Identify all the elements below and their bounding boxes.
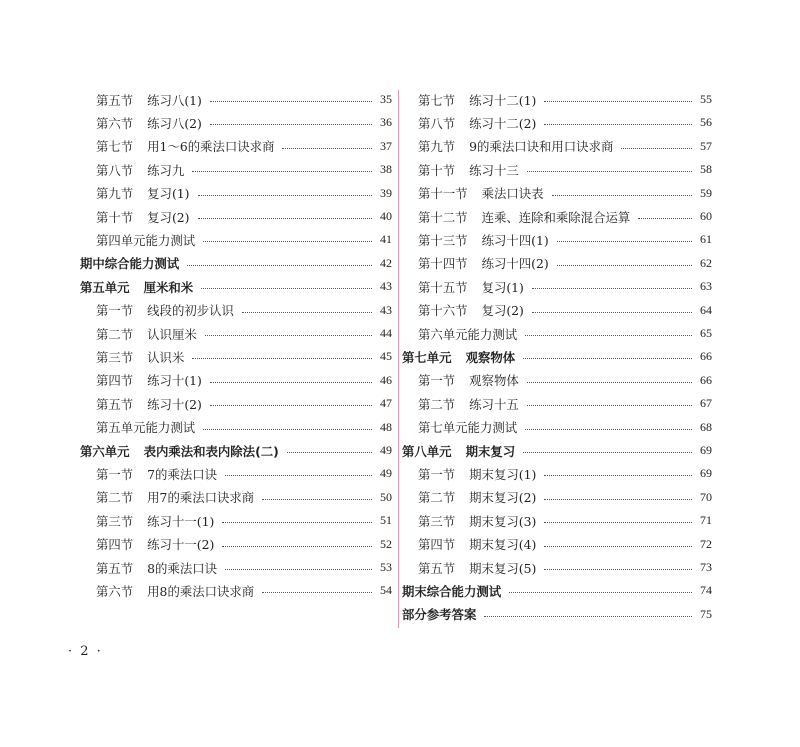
entry-number: 第六节 — [96, 583, 134, 599]
dot-leader — [527, 382, 692, 383]
entry-title: 期末复习(2) — [469, 490, 537, 506]
dot-leader — [242, 312, 372, 313]
entry-title: 第六单元能力测试 — [418, 326, 518, 342]
entry-page-number: 49 — [380, 466, 392, 481]
dot-leader — [192, 358, 372, 359]
dot-leader — [198, 195, 372, 196]
dot-leader — [198, 218, 372, 219]
dot-leader — [523, 452, 692, 453]
entry-number: 第一节 — [418, 373, 456, 389]
entry-page-number: 67 — [700, 396, 712, 411]
entry-number: 第五节 — [96, 92, 134, 108]
entry-title: 用8的乘法口诀求商 — [147, 583, 255, 599]
dot-leader — [527, 405, 692, 406]
entry-title: 练习十五 — [469, 396, 519, 412]
toc-section-entry[interactable] — [80, 509, 392, 532]
entry-number: 第八单元 — [402, 443, 452, 459]
entry-number: 第二节 — [96, 490, 134, 506]
entry-number: 第四节 — [418, 537, 456, 553]
entry-title: 练习八(1) — [147, 92, 202, 108]
toc-section-entry[interactable] — [80, 392, 392, 415]
entry-title: 练习九 — [147, 162, 185, 178]
entry-title: 认识米 — [147, 349, 185, 365]
toc-section-entry[interactable] — [80, 135, 392, 158]
toc-section-entry[interactable] — [80, 299, 392, 322]
entry-title: 乘法口诀表 — [481, 186, 544, 202]
entry-page-number: 42 — [380, 255, 392, 270]
toc-section-entry[interactable] — [80, 158, 392, 181]
entry-number: 第十三节 — [418, 232, 468, 248]
toc-section-entry[interactable] — [402, 275, 712, 298]
entry-number: 第二节 — [96, 326, 134, 342]
toc-section-entry[interactable] — [402, 135, 712, 158]
entry-number: 第一节 — [96, 466, 134, 482]
toc-section-entry[interactable] — [80, 556, 392, 579]
dot-leader — [222, 522, 372, 523]
entry-title: 7的乘法口诀 — [147, 466, 218, 482]
toc-section-entry[interactable] — [402, 228, 712, 251]
toc-section-entry[interactable] — [80, 205, 392, 228]
dot-leader — [210, 382, 372, 383]
entry-number: 第八节 — [418, 115, 456, 131]
entry-page-number: 36 — [380, 115, 392, 130]
toc-section-entry[interactable] — [80, 182, 392, 205]
dot-leader — [621, 148, 692, 149]
entry-page-number: 43 — [380, 279, 392, 294]
entry-title: 复习(2) — [147, 209, 190, 225]
entry-number: 第十节 — [96, 209, 134, 225]
toc-unit-entry[interactable] — [80, 252, 392, 275]
entry-page-number: 50 — [380, 489, 392, 504]
toc-section-entry[interactable] — [80, 322, 392, 345]
entry-page-number: 63 — [700, 279, 712, 294]
entry-page-number: 37 — [380, 138, 392, 153]
entry-title: 练习十二(2) — [469, 115, 537, 131]
entry-page-number: 47 — [380, 396, 392, 411]
entry-number: 第十节 — [418, 162, 456, 178]
entry-title: 练习十四(2) — [481, 256, 549, 272]
entry-number: 第七节 — [96, 139, 134, 155]
entry-title: 期末复习 — [465, 443, 516, 459]
dot-leader — [525, 335, 692, 336]
dot-leader — [532, 288, 692, 289]
entry-page-number: 72 — [700, 536, 712, 551]
entry-title: 练习十二(1) — [469, 92, 537, 108]
toc-section-entry[interactable] — [402, 533, 712, 556]
entry-title: 期末复习(4) — [469, 537, 537, 553]
entry-number: 第十一节 — [418, 186, 468, 202]
entry-page-number: 41 — [380, 232, 392, 247]
entry-number: 第二节 — [418, 490, 456, 506]
entry-page-number: 35 — [380, 92, 392, 106]
toc-section-entry[interactable] — [402, 158, 712, 181]
entry-page-number: 53 — [380, 560, 392, 574]
dot-leader — [544, 475, 692, 476]
toc-section-entry[interactable] — [80, 88, 392, 111]
entry-page-number: 74 — [700, 583, 712, 598]
toc-section-entry[interactable] — [402, 205, 712, 228]
toc-section-entry[interactable] — [402, 182, 712, 205]
entry-number: 第二节 — [418, 396, 456, 412]
dot-leader — [262, 499, 372, 500]
entry-title: 练习十(1) — [147, 373, 202, 389]
dot-leader — [282, 148, 372, 149]
entry-page-number: 59 — [700, 185, 712, 200]
entry-page-number: 62 — [700, 255, 712, 270]
dot-leader — [523, 358, 692, 359]
dot-leader — [557, 265, 692, 266]
entry-title: 部分参考答案 — [402, 607, 477, 623]
entry-number: 第五节 — [96, 560, 134, 576]
entry-title: 观察物体 — [469, 373, 519, 389]
entry-page-number: 51 — [380, 513, 392, 528]
entry-number: 第十六节 — [418, 303, 468, 319]
dot-leader — [210, 124, 372, 125]
dot-leader — [192, 171, 372, 172]
toc-section-entry[interactable] — [80, 462, 392, 485]
entry-title: 线段的初步认识 — [147, 303, 234, 319]
column-divider — [398, 90, 399, 628]
entry-page-number: 44 — [380, 326, 392, 340]
toc-section-entry[interactable] — [80, 486, 392, 509]
entry-page-number: 65 — [700, 326, 712, 340]
dot-leader — [187, 265, 372, 266]
entry-number: 第三节 — [96, 513, 134, 529]
entry-number: 第八节 — [96, 162, 134, 178]
toc-section-entry[interactable] — [80, 369, 392, 392]
entry-title: 练习十(2) — [147, 396, 202, 412]
entry-page-number: 64 — [700, 302, 712, 317]
entry-number: 第六单元 — [80, 443, 130, 459]
dot-leader — [525, 429, 692, 430]
entry-title: 期末复习(3) — [469, 513, 537, 529]
entry-title: 期末复习(1) — [469, 466, 537, 482]
dot-leader — [509, 592, 692, 593]
entry-page-number: 39 — [380, 185, 392, 200]
toc-unit-entry[interactable] — [402, 579, 712, 602]
entry-title: 8的乘法口诀 — [147, 560, 218, 576]
dot-leader — [210, 101, 372, 102]
entry-page-number: 75 — [700, 606, 712, 621]
entry-number: 第十四节 — [418, 256, 468, 272]
entry-number: 第九节 — [418, 139, 456, 155]
entry-page-number: 58 — [700, 162, 712, 177]
entry-title: 厘米和米 — [143, 279, 194, 295]
toc-section-entry[interactable] — [402, 111, 712, 134]
entry-page-number: 61 — [700, 232, 712, 247]
dot-leader — [544, 569, 692, 570]
toc-section-entry[interactable] — [80, 111, 392, 134]
entry-page-number: 66 — [700, 372, 712, 387]
toc-section-entry[interactable] — [80, 345, 392, 368]
entry-page-number: 55 — [700, 92, 712, 106]
entry-number: 第一节 — [418, 466, 456, 482]
entry-title: 期末复习(5) — [469, 560, 537, 576]
entry-title: 第五单元能力测试 — [96, 420, 196, 436]
toc-unit-entry[interactable] — [402, 603, 712, 626]
toc-section-entry[interactable] — [402, 369, 712, 392]
toc-unit-entry[interactable] — [80, 275, 392, 298]
dot-leader — [484, 616, 692, 617]
entry-page-number: 60 — [700, 209, 712, 223]
entry-number: 第十五节 — [418, 279, 468, 295]
entry-page-number: 43 — [380, 302, 392, 317]
entry-title: 练习十三 — [469, 162, 519, 178]
toc-section-entry[interactable] — [402, 462, 712, 485]
dot-leader — [557, 241, 692, 242]
dot-leader — [638, 218, 692, 219]
entry-page-number: 48 — [380, 419, 392, 434]
entry-number: 第三节 — [96, 349, 134, 365]
entry-title: 复习(1) — [147, 186, 190, 202]
toc-section-entry[interactable] — [80, 416, 392, 439]
entry-title: 表内乘法和表内除法(二) — [143, 443, 279, 459]
dot-leader — [262, 592, 372, 593]
dot-leader — [222, 546, 372, 547]
entry-title: 练习十一(2) — [147, 537, 215, 553]
dot-leader — [201, 288, 372, 289]
dot-leader — [544, 124, 692, 125]
dot-leader — [527, 171, 692, 172]
dot-leader — [225, 475, 372, 476]
toc-section-entry[interactable] — [80, 228, 392, 251]
entry-title: 第四单元能力测试 — [96, 232, 196, 248]
toc-section-entry[interactable] — [402, 486, 712, 509]
entry-title: 复习(1) — [481, 279, 524, 295]
entry-number: 第六节 — [96, 115, 134, 131]
entry-title: 期末综合能力测试 — [402, 583, 502, 599]
dot-leader — [287, 452, 372, 453]
entry-title: 用1～6的乘法口诀求商 — [147, 139, 275, 155]
toc-section-entry[interactable] — [80, 533, 392, 556]
toc-section-entry[interactable] — [402, 509, 712, 532]
entry-title: 认识厘米 — [147, 326, 197, 342]
entry-number: 第七单元 — [402, 349, 452, 365]
dot-leader — [552, 195, 692, 196]
entry-page-number: 40 — [380, 209, 392, 223]
entry-number: 第一节 — [96, 303, 134, 319]
entry-page-number: 38 — [380, 162, 392, 177]
entry-page-number: 68 — [700, 419, 712, 434]
page-number: · 2 · — [68, 644, 103, 659]
entry-page-number: 57 — [700, 138, 712, 153]
dot-leader — [205, 335, 372, 336]
entry-page-number: 46 — [380, 372, 392, 387]
dot-leader — [532, 312, 692, 313]
entry-page-number: 56 — [700, 115, 712, 130]
entry-title: 复习(2) — [481, 303, 524, 319]
entry-title: 练习八(2) — [147, 115, 202, 131]
entry-title: 观察物体 — [465, 349, 516, 365]
entry-title: 第七单元能力测试 — [418, 420, 518, 436]
entry-number: 第四节 — [96, 537, 134, 553]
toc-section-entry[interactable] — [402, 88, 712, 111]
entry-title: 练习十四(1) — [481, 232, 549, 248]
dot-leader — [203, 429, 372, 430]
entry-page-number: 70 — [700, 489, 712, 504]
entry-page-number: 45 — [380, 349, 392, 364]
toc-unit-entry[interactable] — [80, 439, 392, 462]
entry-title: 9的乘法口诀和用口诀求商 — [469, 139, 614, 155]
entry-page-number: 69 — [700, 466, 712, 481]
toc-section-entry[interactable] — [402, 299, 712, 322]
toc-section-entry[interactable] — [402, 392, 712, 415]
entry-page-number: 71 — [700, 513, 712, 528]
dot-leader — [544, 499, 692, 500]
entry-title: 期中综合能力测试 — [80, 256, 180, 272]
dot-leader — [203, 241, 372, 242]
entry-number: 第十二节 — [418, 209, 468, 225]
dot-leader — [544, 101, 692, 102]
entry-page-number: 73 — [700, 560, 712, 574]
toc-unit-entry[interactable] — [402, 439, 712, 462]
dot-leader — [544, 546, 692, 547]
dot-leader — [544, 522, 692, 523]
entry-number: 第七节 — [418, 92, 456, 108]
entry-title: 练习十一(1) — [147, 513, 215, 529]
toc-section-entry[interactable] — [402, 252, 712, 275]
toc-section-entry[interactable] — [80, 579, 392, 602]
toc-section-entry[interactable] — [402, 322, 712, 345]
toc-unit-entry[interactable] — [402, 345, 712, 368]
entry-number: 第五单元 — [80, 279, 130, 295]
toc-section-entry[interactable] — [402, 416, 712, 439]
entry-number: 第三节 — [418, 513, 456, 529]
entry-page-number: 52 — [380, 536, 392, 551]
toc-section-entry[interactable] — [402, 556, 712, 579]
entry-title: 用7的乘法口诀求商 — [147, 490, 255, 506]
dot-leader — [210, 405, 372, 406]
entry-page-number: 69 — [700, 443, 712, 457]
entry-number: 第五节 — [96, 396, 134, 412]
dot-leader — [225, 569, 372, 570]
entry-page-number: 54 — [380, 583, 392, 598]
entry-title: 连乘、连除和乘除混合运算 — [481, 209, 631, 225]
entry-number: 第九节 — [96, 186, 134, 202]
entry-number: 第四节 — [96, 373, 134, 389]
entry-page-number: 66 — [700, 349, 712, 364]
entry-page-number: 49 — [380, 443, 392, 457]
entry-number: 第五节 — [418, 560, 456, 576]
